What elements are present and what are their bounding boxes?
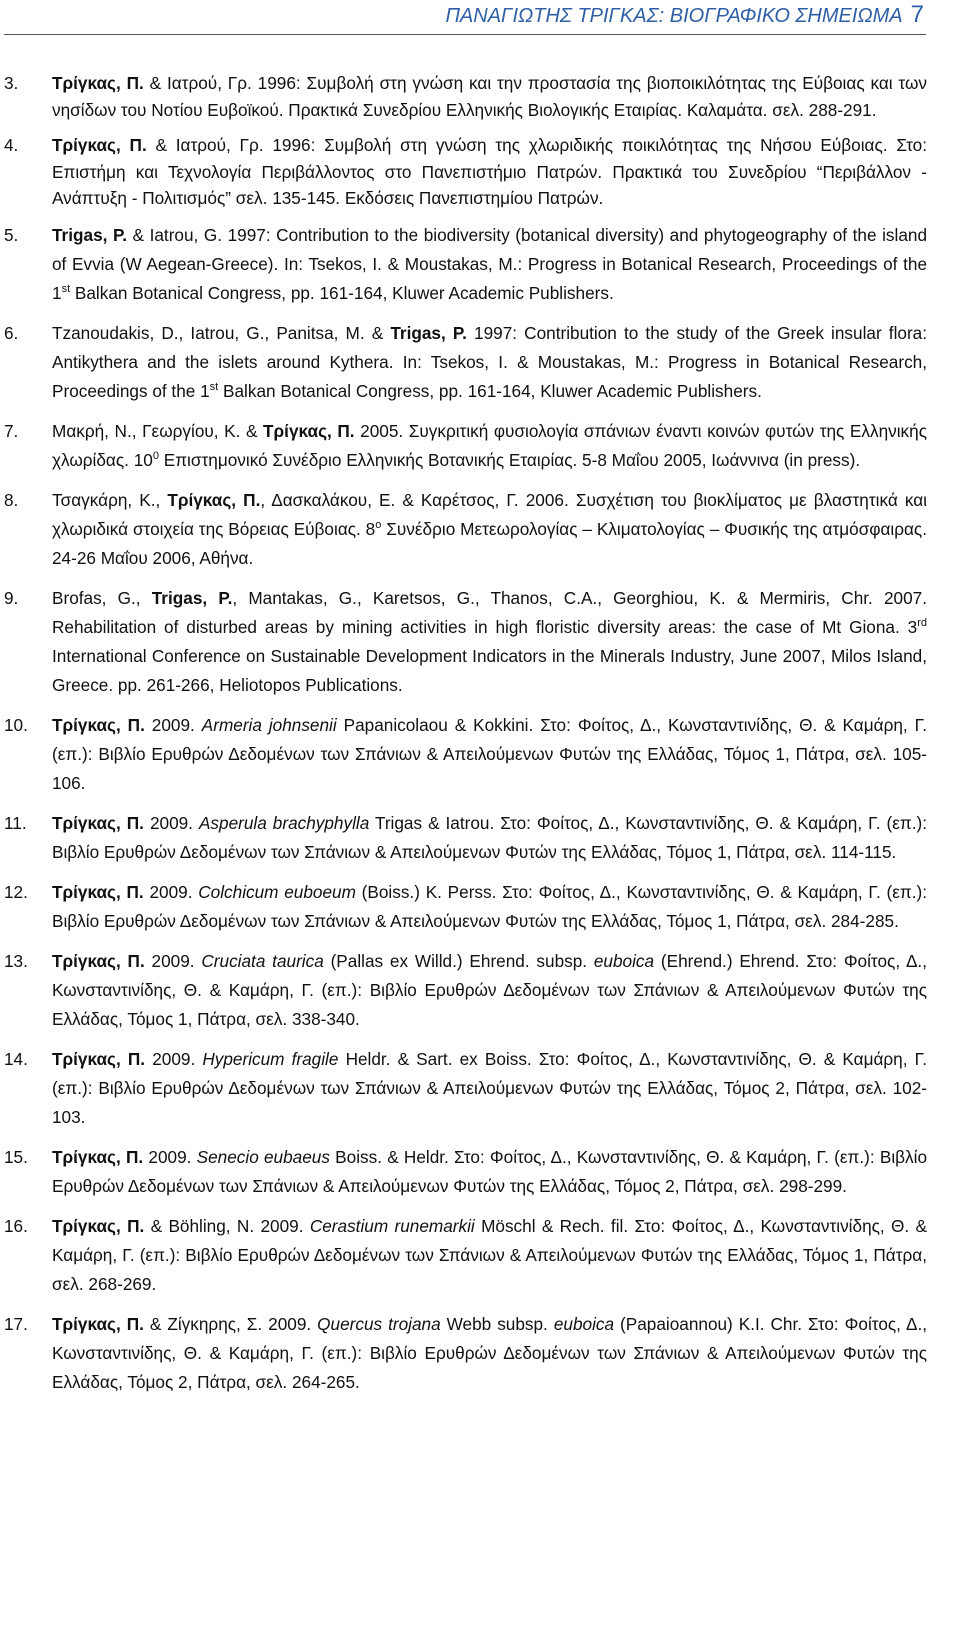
publication-entry xyxy=(4,878,927,936)
running-title: ΠΑΝΑΓΙΩΤΗΣ ΤΡΙΓΚΑΣ: ΒΙΟΓΡΑΦΙΚΟ ΣΗΜΕΙΩΜΑ xyxy=(445,5,903,27)
entry-author-highlight: Τρίγκας, Π. xyxy=(52,881,144,902)
entry-number: 9. xyxy=(4,587,19,608)
taxon-name: Hypericum fragile xyxy=(202,1048,339,1069)
page-number: 7 xyxy=(910,1,924,28)
publication-entry xyxy=(4,221,927,308)
entry-author-highlight: Τρίγκας, Π. xyxy=(52,812,144,833)
entry-author-highlight: Τρίγκας, Π. xyxy=(167,489,261,510)
publication-entry xyxy=(4,417,927,475)
entry-text: Μακρή, Ν., Γεωργίου, Κ. & Τρίγκας, Π. 2005. Συγκριτική φυσιολογία σπάνιων έναντι κοινών φυτών της Ελληνικής χλωρίδας. $10^0$ Επιστημονικό Συνέδριο Ελληνικής Βοτανικής Εταιρίας. 5-8 Μαΐου 2005, Ιωάννινα (in press). xyxy=(52,420,927,470)
entry-text: Trigas, P. & Iatrou, G. 1997: Contribution to the biodiversity (botanical diversity) and phytogeography of the island of Evvia (W Aegean-Greece). In: Tsekos, I. & Moustakas, M.: Progress in Botanical Research, Proceedings of the 1st Balkan Botanical Congress, pp. 161-164, Kluwer Academic Publishers. xyxy=(52,224,928,303)
entry-number: 4. xyxy=(4,135,19,155)
header-divider xyxy=(4,34,926,35)
entry-author-highlight: Τρίγκας, Π. xyxy=(52,950,145,971)
taxon-name: Colchicum euboeum xyxy=(198,881,356,902)
entry-number: 12. xyxy=(4,881,28,902)
publication-entry xyxy=(4,1045,927,1132)
entry-author-highlight: Τρίγκας, Π. xyxy=(52,714,145,735)
publication-entry xyxy=(4,1143,927,1201)
publication-entry xyxy=(4,132,927,212)
entry-text: Τρίγκας, Π. 2009. Colchicum euboeum (Boiss.) K. Perss. Στο: Φοίτος, Δ., Κωνσταντινίδης, Θ. & Καμάρη, Γ. (επ.): Βιβλίο Ερυθρών Δεδομένων των Σπάνιων & Απειλούμενων Φυτών της Ελλάδας, Τόμος 1, Πάτρα, σελ. 284-285. xyxy=(52,881,928,931)
taxon-name: Senecio eubaeus xyxy=(196,1146,330,1167)
taxon-name: Cruciata taurica xyxy=(201,950,324,971)
entry-number: 10. xyxy=(4,714,28,735)
entry-author-highlight: Τρίγκας, Π. xyxy=(52,135,147,155)
entry-number: 7. xyxy=(4,420,19,441)
publication-entry xyxy=(4,584,927,700)
entry-text: Τρίγκας, Π. 2009. Senecio eubaeus Boiss. & Heldr. Στο: Φοίτος, Δ., Κωνσταντινίδης, Θ. & Καμάρη, Γ. (επ.): Βιβλίο Ερυθρών Δεδομένων των Σπάνιων & Απειλούμενων Φυτών της Ελλάδας, Τόμος 2, Πάτρα, σελ. 298-299. xyxy=(52,1146,927,1196)
publication-entry xyxy=(4,809,927,867)
entry-author-highlight: Trigas, P. xyxy=(52,224,127,245)
entry-number: 3. xyxy=(4,73,19,93)
entry-number: 5. xyxy=(4,224,19,245)
taxon-name: Cerastium runemarkii xyxy=(309,1215,475,1236)
entry-author-highlight: Τρίγκας, Π. xyxy=(52,73,144,93)
entry-text: Τρίγκας, Π. 2009. Armeria johnsenii Papanicolaou & Kokkini. Στο: Φοίτος, Δ., Κωνσταντινίδης, Θ. & Καμάρη, Γ. (επ.): Βιβλίο Ερυθρών Δεδομένων των Σπάνιων & Απειλούμενων Φυτών της Ελλάδας, Τόμος 1, Πάτρα, σελ. 105-106. xyxy=(52,714,927,793)
entry-number: 15. xyxy=(4,1146,28,1167)
entry-author-highlight: Trigas, P. xyxy=(390,322,467,343)
publication-entry xyxy=(4,70,927,123)
entry-text: Τρίγκας, Π. 2009. Hypericum fragile Heldr. & Sart. ex Boiss. Στο: Φοίτος, Δ., Κωνσταντινίδης, Θ. & Καμάρη, Γ. (επ.): Βιβλίο Ερυθρών Δεδομένων των Σπάνιων & Απειλούμενων Φυτών της Ελλάδας, Τόμος 2, Πάτρα, σελ. 102-103. xyxy=(52,1048,927,1127)
entry-number: 16. xyxy=(4,1215,28,1236)
entry-text: Τσαγκάρη, Κ., Τρίγκας, Π., Δασκαλάκου, Ε. & Καρέτσος, Γ. 2006. Συσχέτιση του βιοκλίματος με βλαστητικά και χλωριδικά στοιχεία της Βόρειας Εύβοιας. $8^o$ Συνέδριο Μετεωρολογίας – Κλιματολογίας – Φυσικής της ατμόσφαιρας. 24-26 Μαΐου 2006, Αθήνα. xyxy=(52,489,927,568)
taxon-name: euboica xyxy=(593,950,655,971)
entry-author-highlight: Τρίγκας, Π. xyxy=(52,1048,146,1069)
entry-author-highlight: Τρίγκας, Π. xyxy=(263,420,355,441)
entry-text: Τρίγκας, Π. 2009. Asperula brachyphylla Trigas & Iatrou. Στο: Φοίτος, Δ., Κωνσταντινίδης, Θ. & Καμάρη, Γ. (επ.): Βιβλίο Ερυθρών Δεδομένων των Σπάνιων & Απειλούμενων Φυτών της Ελλάδας, Τόμος 1, Πάτρα, σελ. 114-115. xyxy=(52,812,927,862)
taxon-name: euboica xyxy=(553,1313,615,1334)
entry-author-highlight: Τρίγκας, Π. xyxy=(52,1313,144,1334)
publication-entry xyxy=(4,319,927,406)
entry-text: Τρίγκας, Π. & Ιατρού, Γρ. 1996: Συμβολή στη γνώση της χλωριδικής ποικιλότητας της Νήσου Εύβοιας. Στο: Επιστήμη και Τεχνολογία Περιβάλλοντος στο Πανεπιστήμιο Πατρών. Πρακτικά του Συνεδρίου “Περιβάλλον - Ανάπτυξη - Πολιτισμός” σελ. 135-145. Εκδόσεις Πανεπιστημίου Πατρών. xyxy=(52,135,927,208)
entry-text: Brofas, G., Trigas, P., Mantakas, G., Karetsos, G., Thanos, C.A., Georghiou, K. & Mermiris, Chr. 2007. Rehabilitation of disturbed areas by mining activities in high floristic diversity areas: the case of Mt Giona. 3rd International Conference on Sustainable Development Indicators in the Minerals Industry, June 2007, Milos Island, Greece. pp. 261-266, Heliotopos Publications. xyxy=(52,587,928,695)
entry-author-highlight: Trigas, P. xyxy=(151,587,233,608)
entry-text: Tzanoudakis, D., Iatrou, G., Panitsa, M. & Trigas, P. 1997: Contribution to the study of the Greek insular flora: Antikythera and the islets around Kythera. In: Tsekos, I. & Moustakas, M.: Progress in Botanical Research, Proceedings of the 1st Balkan Botanical Congress, pp. 161-164, Kluwer Academic Publishers. xyxy=(52,322,928,401)
publication-entry xyxy=(4,711,927,798)
taxon-name: Quercus trojana xyxy=(317,1313,441,1334)
entry-author-highlight: Τρίγκας, Π. xyxy=(52,1215,145,1236)
publication-entry xyxy=(4,486,927,573)
entry-text: Τρίγκας, Π. & Ιατρού, Γρ. 1996: Συμβολή στη γνώση και την προστασία της βιοποικιλότητας της Εύβοιας και των νησίδων του Νοτίου Ευβοϊκού. Πρακτικά Συνεδρίου Ελληνικής Βιολογικής Εταιρίας. Καλαμάτα. σελ. 288-291. xyxy=(52,73,927,120)
publication-entry xyxy=(4,947,927,1034)
entry-number: 8. xyxy=(4,489,19,510)
entry-text: Τρίγκας, Π. & Ζίγκηρης, Σ. 2009. Quercus trojana Webb subsp. euboica (Papaioannou) K.I. Chr. Στο: Φοίτος, Δ., Κωνσταντινίδης, Θ. & Καμάρη, Γ. (επ.): Βιβλίο Ερυθρών Δεδομένων των Σπάνιων & Απειλούμενων Φυτών της Ελλάδας, Τόμος 2, Πάτρα, σελ. 264-265. xyxy=(52,1313,927,1392)
page-header xyxy=(445,1,924,29)
entry-text: Τρίγκας, Π. & Böhling, N. 2009. Cerastium runemarkii Möschl & Rech. fil. Στο: Φοίτος, Δ., Κωνσταντινίδης, Θ. & Καμάρη, Γ. (επ.): Βιβλίο Ερυθρών Δεδομένων των Σπάνιων & Απειλούμενων Φυτών της Ελλάδας, Τόμος 1, Πάτρα, σελ. 268-269. xyxy=(52,1215,927,1294)
entry-text: Τρίγκας, Π. 2009. Cruciata taurica (Pallas ex Willd.) Ehrend. subsp. euboica (Ehrend.) Ehrend. Στο: Φοίτος, Δ., Κωνσταντινίδης, Θ. & Καμάρη, Γ. (επ.): Βιβλίο Ερυθρών Δεδομένων των Σπάνιων & Απειλούμενων Φυτών της Ελλάδας, Τόμος 1, Πάτρα, σελ. 338-340. xyxy=(52,950,927,1029)
taxon-name: Asperula brachyphylla xyxy=(198,812,370,833)
publication-list xyxy=(4,70,927,1408)
entry-number: 14. xyxy=(4,1048,28,1069)
entry-author-highlight: Τρίγκας, Π. xyxy=(52,1146,144,1167)
entry-number: 11. xyxy=(4,812,27,833)
entry-number: 17. xyxy=(4,1313,28,1334)
entry-number: 13. xyxy=(4,950,28,971)
publication-entry xyxy=(4,1310,927,1397)
taxon-name: Armeria johnsenii xyxy=(201,714,337,735)
entry-number: 6. xyxy=(4,322,19,343)
publication-entry xyxy=(4,1212,927,1299)
